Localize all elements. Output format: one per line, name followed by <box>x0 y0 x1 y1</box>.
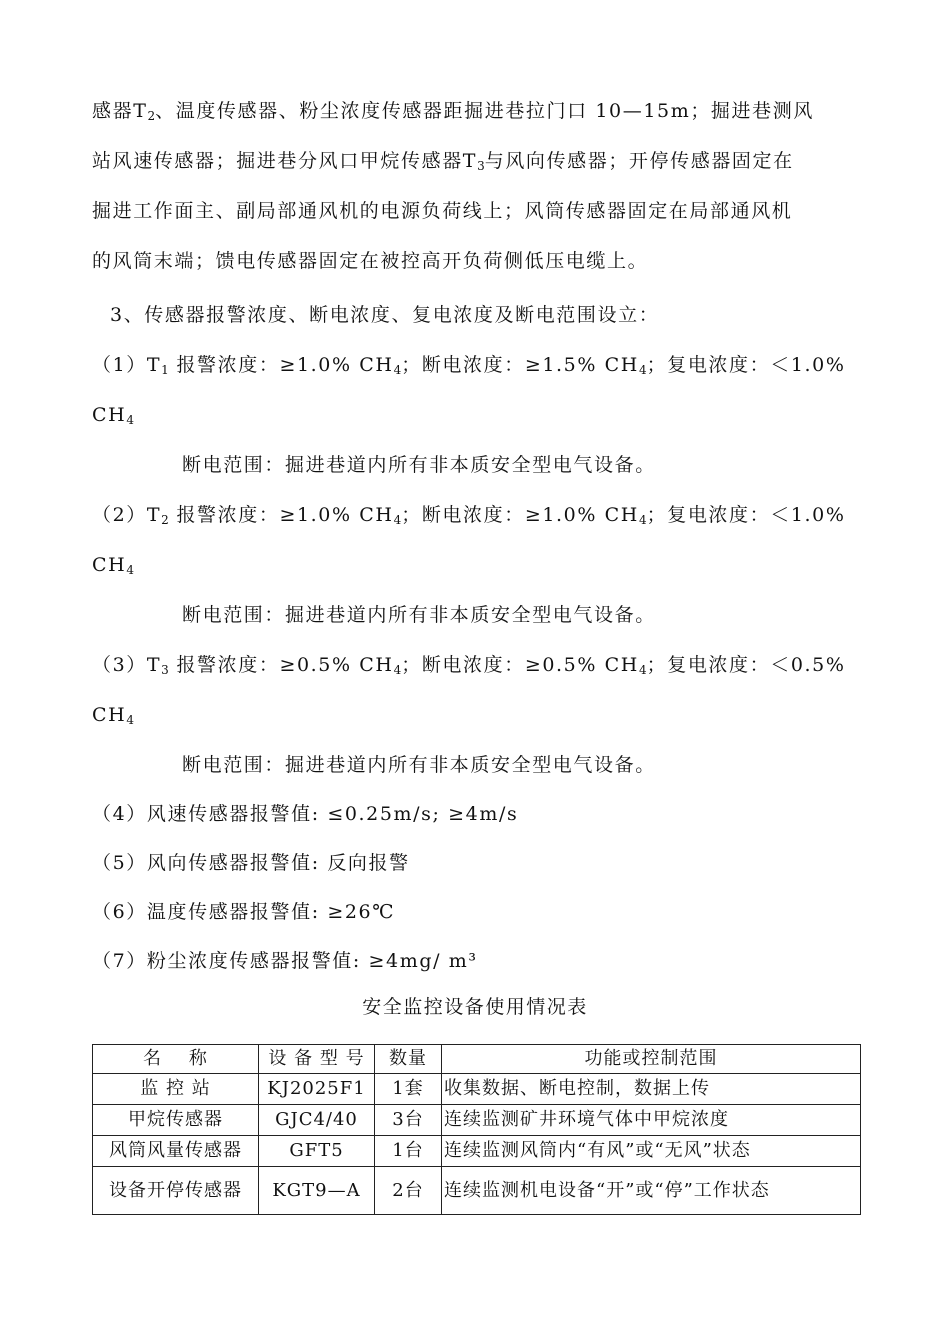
t1-concentration-line <box>92 340 862 395</box>
cell-name: 风筒风量传感器 <box>93 1136 259 1167</box>
cell-function: 连续监测矿井环境气体中甲烷浓度 <box>442 1105 861 1136</box>
cell-model: KGT9—A <box>259 1167 375 1215</box>
subscript: 3 <box>161 663 169 677</box>
table-row <box>93 1136 861 1167</box>
subscript: 4 <box>638 513 647 527</box>
paragraph-line: 的风筒末端；馈电传感器固定在被控高开负荷侧低压电缆上。 <box>92 250 649 272</box>
header-name: 名 称 <box>93 1045 259 1074</box>
subscript: 4 <box>393 363 402 377</box>
header-quantity: 数量 <box>375 1045 442 1074</box>
section-heading-3: 3、传感器报警浓度、断电浓度、复电浓度及断电范围设立： <box>110 304 660 326</box>
alarm-concentration: 报警浓度：≥0.5% CH <box>168 654 394 676</box>
t3-ch4-wrap <box>92 690 862 745</box>
t3-cutoff-range: 断电范围：掘进巷道内所有非本质安全型电气设备。 <box>182 754 656 776</box>
subscript: 4 <box>638 363 647 377</box>
cutoff-concentration: ；断电浓度：≥1.5% CH <box>401 354 639 376</box>
text-run: 、温度传感器、粉尘浓度传感器距掘进巷拉门口 10—15m；掘进巷测风 <box>155 100 814 122</box>
alarm-temperature: （6）温度传感器报警值: ≥26℃ <box>92 901 396 923</box>
cell-function: 连续监测风筒内“有风”或“无风”状态 <box>442 1136 861 1167</box>
table-caption: 安全监控设备使用情况表 <box>362 996 588 1018</box>
ch-label: CH <box>92 404 127 426</box>
subscript: 4 <box>393 513 402 527</box>
subscript: 4 <box>126 713 134 727</box>
table-row <box>93 1074 861 1105</box>
table-row <box>93 1105 861 1136</box>
t2-ch4-wrap <box>92 540 862 595</box>
subscript: 3 <box>477 159 485 173</box>
t2-cutoff-range: 断电范围：掘进巷道内所有非本质安全型电气设备。 <box>182 604 656 626</box>
paragraph-line <box>92 136 862 186</box>
alarm-concentration: 报警浓度：≥1.0% CH <box>168 504 394 526</box>
alarm-concentration: 报警浓度：≥1.0% CH <box>168 354 394 376</box>
subscript: 4 <box>638 663 647 677</box>
table-row <box>93 1167 861 1215</box>
cell-quantity: 1台 <box>375 1136 442 1167</box>
restore-concentration: ；复电浓度：＜1.0% <box>646 354 846 376</box>
cell-name: 甲烷传感器 <box>93 1105 259 1136</box>
cell-model: GJC4/40 <box>259 1105 375 1136</box>
ch-label: CH <box>92 704 127 726</box>
subscript: 2 <box>161 513 169 527</box>
text-run: 与风向传感器；开停传感器固定在 <box>484 150 794 172</box>
item-prefix: （1）T <box>92 354 162 376</box>
item-prefix: （2）T <box>92 504 162 526</box>
cell-function: 连续监测机电设备“开”或“停”工作状态 <box>442 1167 861 1215</box>
table-header-row <box>93 1045 861 1074</box>
paragraph-sensor-placement <box>92 86 862 286</box>
alarm-wind-direction: （5）风向传感器报警值: 反向报警 <box>92 852 410 874</box>
t1-ch4-wrap <box>92 390 862 445</box>
subscript: 4 <box>126 413 134 427</box>
alarm-wind-speed: （4）风速传感器报警值: ≤0.25m/s; ≥4m/s <box>92 803 519 825</box>
t1-cutoff-range: 断电范围：掘进巷道内所有非本质安全型电气设备。 <box>182 454 656 476</box>
restore-concentration: ；复电浓度：＜0.5% <box>646 654 846 676</box>
cell-name: 监 控 站 <box>93 1074 259 1105</box>
item-prefix: （3）T <box>92 654 162 676</box>
paragraph-line <box>92 86 862 136</box>
equipment-table <box>92 1044 861 1215</box>
alarm-dust: （7）粉尘浓度传感器报警值: ≥4mg/ m³ <box>92 950 478 972</box>
subscript: 4 <box>126 563 134 577</box>
subscript: 2 <box>147 109 156 123</box>
t2-concentration-line <box>92 490 862 545</box>
text-run: 感器T <box>92 100 148 122</box>
cutoff-concentration: ；断电浓度：≥0.5% CH <box>401 654 639 676</box>
cell-model: KJ2025F1 <box>259 1074 375 1105</box>
t3-concentration-line <box>92 640 862 695</box>
cell-quantity: 3台 <box>375 1105 442 1136</box>
cell-function: 收集数据、断电控制，数据上传 <box>442 1074 861 1105</box>
cell-quantity: 2台 <box>375 1167 442 1215</box>
ch-label: CH <box>92 554 127 576</box>
paragraph-line: 掘进工作面主、副局部通风机的电源负荷线上；风筒传感器固定在局部通风机 <box>92 200 793 222</box>
header-model: 设 备 型 号 <box>259 1045 375 1074</box>
cell-model: GFT5 <box>259 1136 375 1167</box>
subscript: 1 <box>161 363 169 377</box>
cell-name: 设备开停传感器 <box>93 1167 259 1215</box>
subscript: 4 <box>393 663 402 677</box>
cell-quantity: 1套 <box>375 1074 442 1105</box>
header-function: 功能或控制范围 <box>442 1045 861 1074</box>
cutoff-concentration: ；断电浓度：≥1.0% CH <box>401 504 639 526</box>
text-run: 站风速传感器；掘进巷分风口甲烷传感器T <box>92 150 478 172</box>
restore-concentration: ；复电浓度：＜1.0% <box>646 504 846 526</box>
